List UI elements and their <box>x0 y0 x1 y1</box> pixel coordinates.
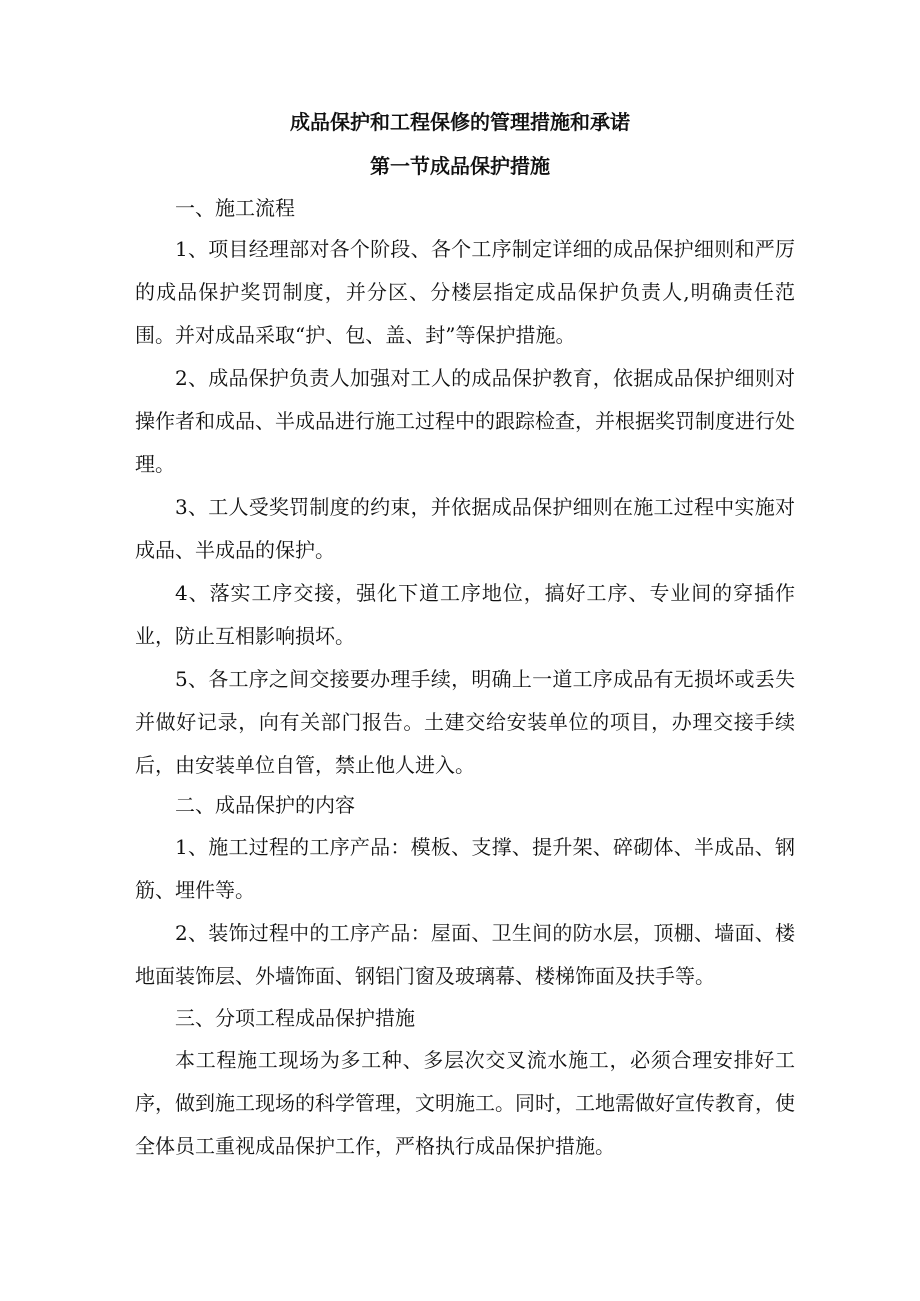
paragraph-item-3: 3、工人受奖罚制度的约束，并依据成品保护细则在施工过程中实施对成品、半成品的保护。 <box>135 495 795 562</box>
paragraph-content-1: 1、施工过程的工序产品：模板、支撑、提升架、碎砌体、半成品、钢筋、埋件等。 <box>135 835 795 902</box>
paragraph-item-2: 2、成品保护负责人加强对工人的成品保护教育，依据成品保护细则对操作者和成品、半成品进行施工过程中的跟踪检查，并根据奖罚制度进行处理。 <box>135 366 795 476</box>
paragraph-item-1: 1、项目经理部对各个阶段、各个工序制定详细的成品保护细则和严厉的成品保护奖罚制度，并分区、分楼层指定成品保护负责人,明确责任范围。并对成品采取“护、包、盖、封”等保护措施。 <box>135 237 795 347</box>
heading-construction-process: 一、施工流程 <box>175 196 295 220</box>
heading-protection-content: 二、成品保护的内容 <box>175 793 355 817</box>
heading-subitem-measures: 三、分项工程成品保护措施 <box>175 1006 415 1030</box>
document-title: 成品保护和工程保修的管理措施和承诺 <box>290 110 630 134</box>
paragraph-item-5: 5、各工序之间交接要办理手续，明确上一道工序成品有无损坏或丢失并做好记录，向有关部门报告。土建交给安装单位的项目，办理交接手续后，由安装单位自管，禁止他人进入。 <box>135 667 795 777</box>
paragraph-item-4: 4、落实工序交接，强化下道工序地位，搞好工序、专业间的穿插作业，防止互相影响损坏。 <box>135 581 795 648</box>
paragraph-subitem-intro: 本工程施工现场为多工种、多层次交叉流水施工，必须合理安排好工序，做到施工现场的科学管理，文明施工。同时，工地需做好宣传教育，使全体员工重视成品保护工作，严格执行成品保护措施。 <box>135 1048 795 1158</box>
paragraph-content-2: 2、装饰过程中的工序产品：屋面、卫生间的防水层，顶棚、墙面、楼地面装饰层、外墙饰面、钢铝门窗及玻璃幕、楼梯饰面及扶手等。 <box>135 921 795 988</box>
section-title: 第一节成品保护措施 <box>370 154 550 178</box>
